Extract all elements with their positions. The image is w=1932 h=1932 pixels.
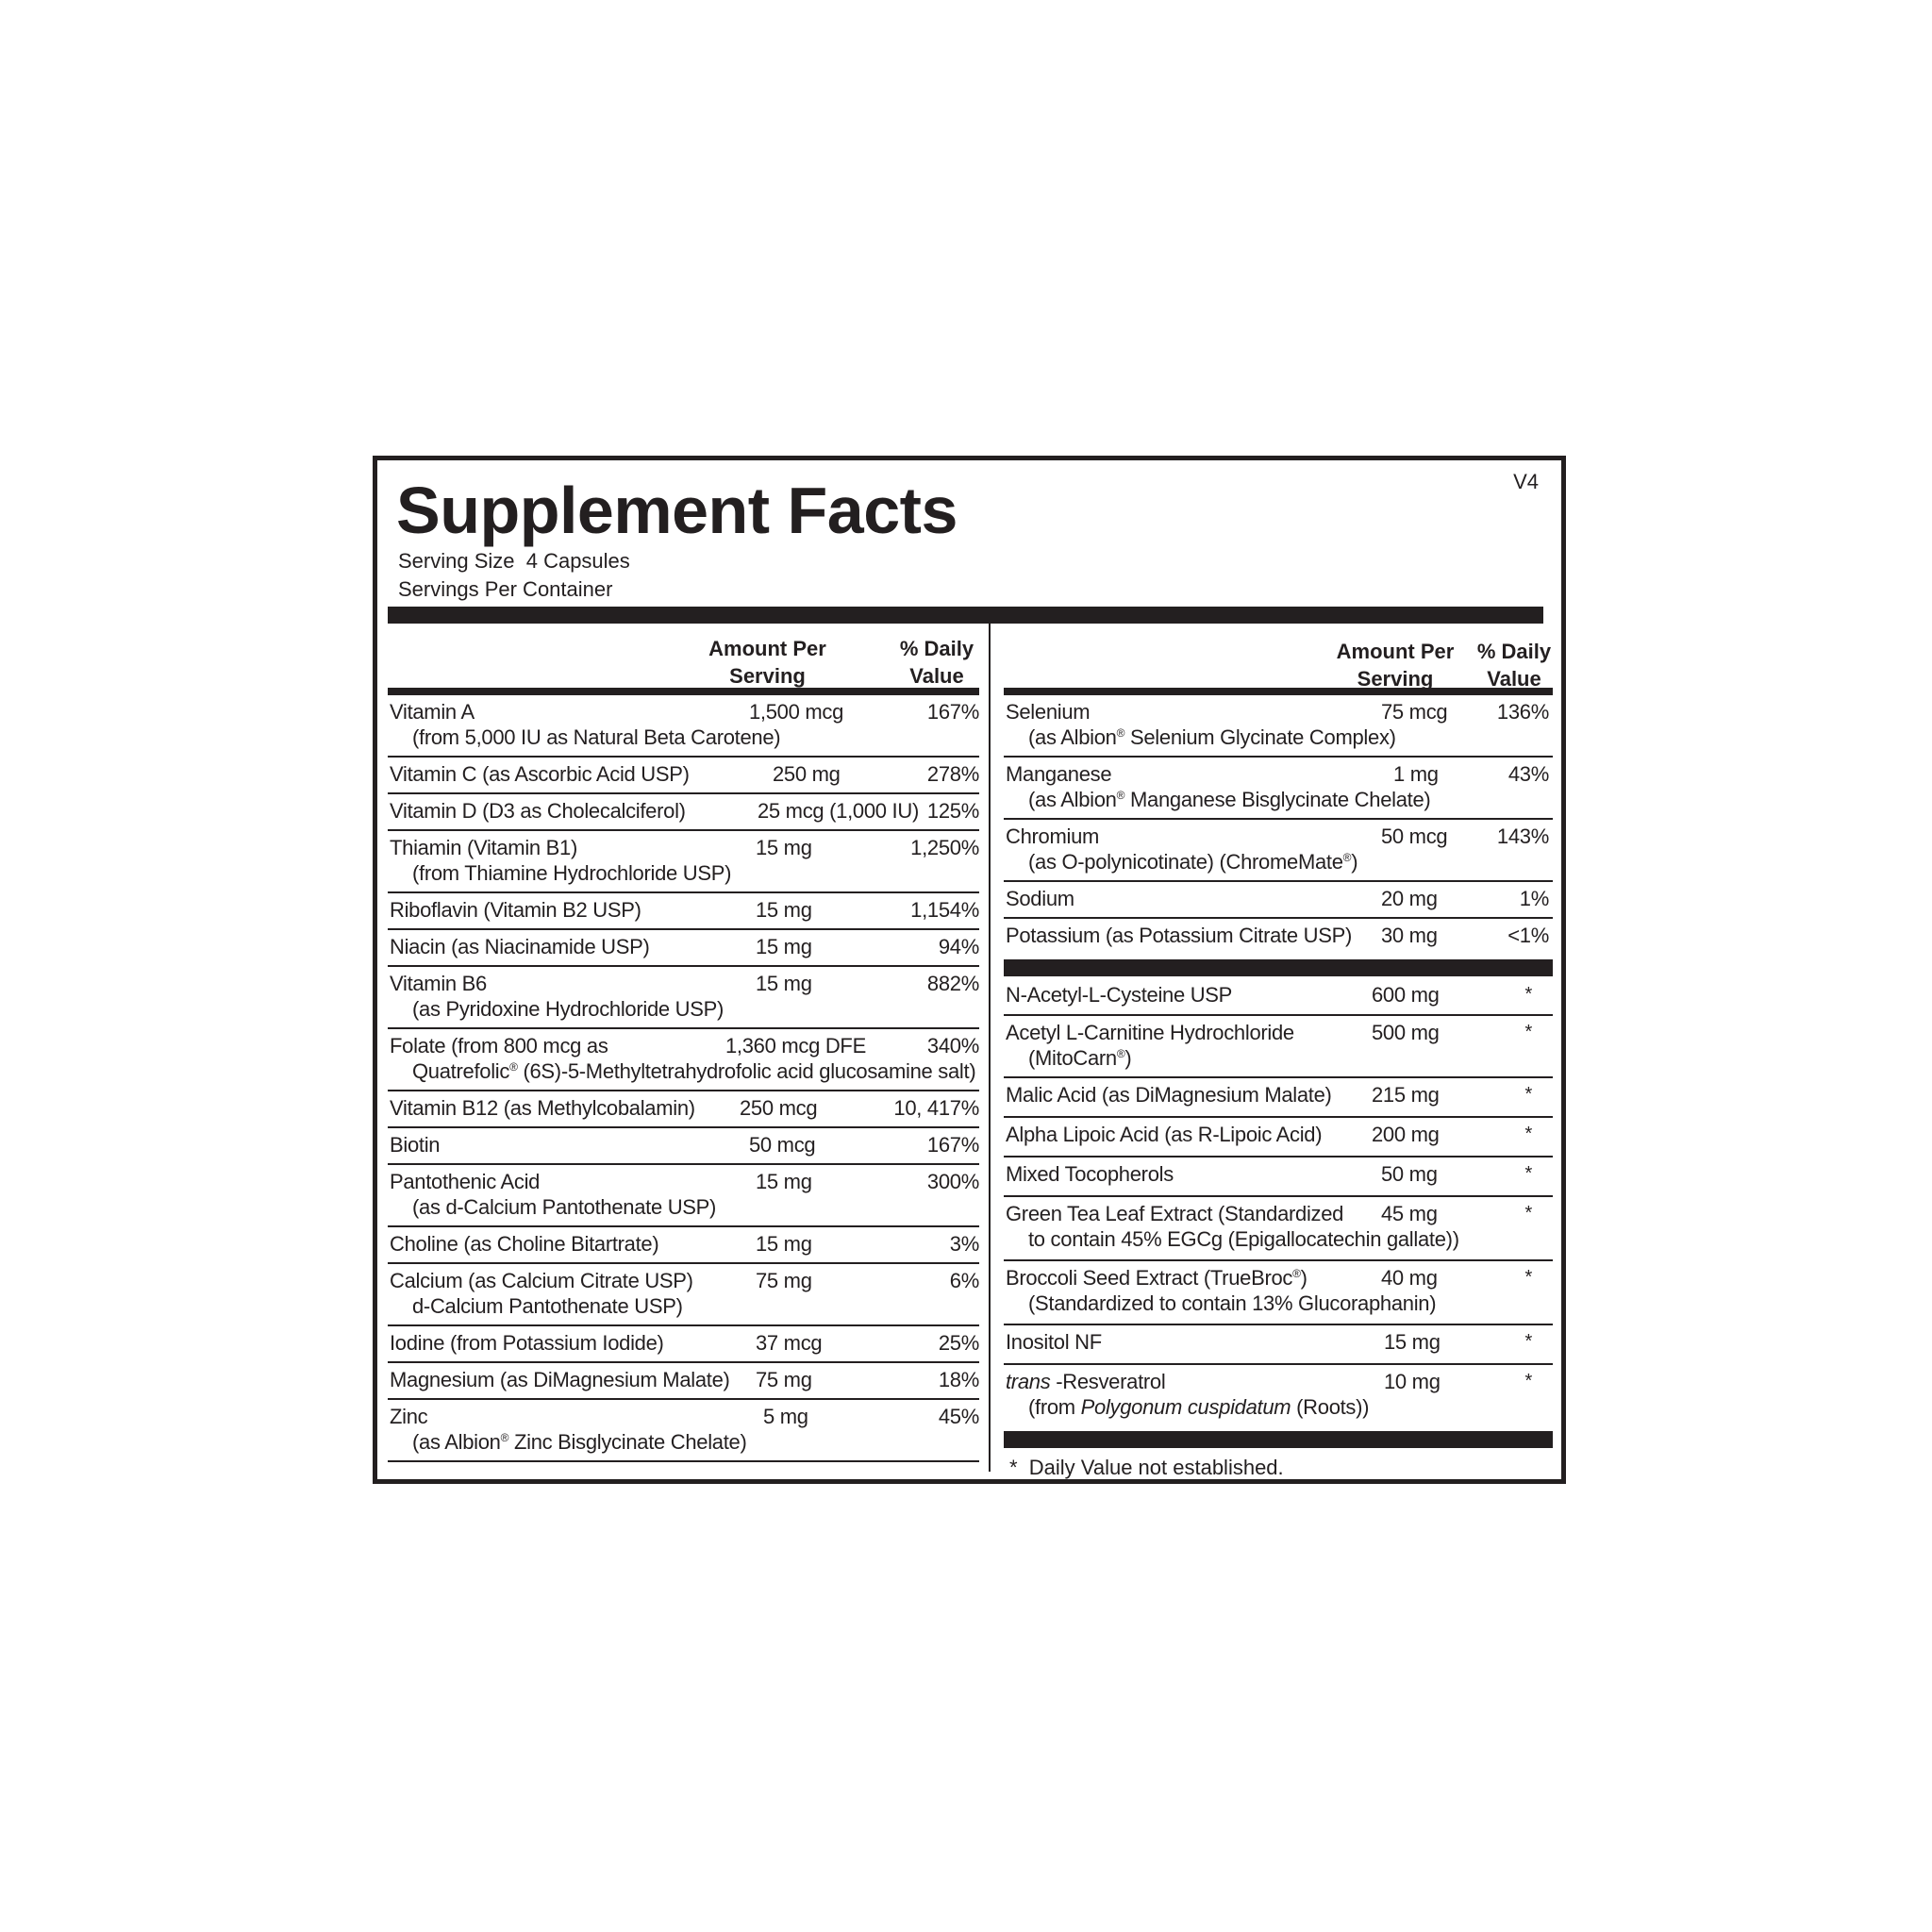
source-text: Zinc Bisglycinate Chelate): [508, 1430, 747, 1454]
nutrient-daily-value: 167%: [926, 700, 979, 724]
nutrient-name: Iodine (from Potassium Iodide): [390, 1331, 664, 1355]
nutrient-amount: 15 mg: [756, 972, 812, 995]
nutrient-daily-value: <1%: [1507, 924, 1549, 947]
nutrient-source: (Standardized to contain 13% Glucoraphanin): [1028, 1291, 1437, 1315]
table-row: [388, 831, 979, 893]
registered-mark: ®: [500, 1431, 509, 1444]
nutrient-daily-value: *: [1524, 1022, 1532, 1042]
nutrient-amount: 50 mcg: [749, 1133, 816, 1157]
nutrient-name: Mixed Tocopherols: [1006, 1162, 1174, 1186]
nutrient-source: [412, 1429, 747, 1455]
table-row: [1004, 695, 1553, 758]
nutrient-daily-value: 1%: [1519, 887, 1549, 910]
table-row: [1004, 1197, 1553, 1261]
table-row: [388, 1091, 979, 1128]
nutrient-daily-value: 167%: [926, 1133, 979, 1157]
nutrient-amount: 250 mg: [773, 762, 841, 786]
table-row: [388, 1326, 979, 1363]
nutrient-amount: 500 mg: [1372, 1021, 1440, 1044]
name-text: -Resveratrol: [1050, 1370, 1166, 1393]
nutrient-amount: 15 mg: [756, 898, 812, 922]
nutrient-daily-value: 45%: [938, 1405, 979, 1428]
nutrient-amount: 15 mg: [756, 1170, 812, 1193]
source-text: (as O-polynicotinate) (ChromeMate: [1028, 850, 1343, 874]
nutrient-daily-value: 340%: [926, 1034, 979, 1058]
nutrient-name: Sodium: [1006, 887, 1074, 910]
nutrient-amount: 5 mg: [763, 1405, 808, 1428]
nutrient-amount: 50 mcg: [1381, 824, 1448, 848]
table-row: [1004, 1261, 1553, 1325]
table-row: [388, 893, 979, 930]
nutrient-name: Green Tea Leaf Extract (Standardized: [1006, 1202, 1344, 1225]
nutrient-name: N-Acetyl-L-Cysteine USP: [1006, 983, 1233, 1007]
source-text: Selenium Glycinate Complex): [1124, 725, 1396, 749]
source-text: ): [1124, 1046, 1132, 1070]
source-text: (from: [1028, 1395, 1081, 1419]
nutrient-name: Vitamin C (as Ascorbic Acid USP): [390, 762, 690, 786]
table-row: [1004, 1158, 1553, 1197]
table-row: [388, 1128, 979, 1165]
nutrient-name: Malic Acid (as DiMagnesium Malate): [1006, 1083, 1332, 1107]
nutrient-name: Magnesium (as DiMagnesium Malate): [390, 1368, 730, 1391]
table-row: [388, 1227, 979, 1264]
nutrient-amount: 1,360 mcg DFE: [725, 1034, 866, 1058]
nutrient-source: [1028, 787, 1430, 812]
source-text: (Roots)): [1291, 1395, 1370, 1419]
source-italic: Polygonum cuspidatum: [1080, 1395, 1291, 1419]
daily-value-header: % Daily Value: [1476, 640, 1552, 691]
daily-value-header: % Daily Value: [899, 637, 974, 688]
nutrient-amount: 600 mg: [1372, 983, 1440, 1007]
table-row: [388, 1400, 979, 1462]
nutrient-daily-value: *: [1524, 1267, 1532, 1288]
source-text: (as Albion: [1028, 725, 1117, 749]
nutrient-amount: 10 mg: [1384, 1370, 1441, 1393]
table-row: [388, 695, 979, 758]
nutrient-amount: 75 mg: [756, 1368, 812, 1391]
top-thick-rule: [388, 607, 1543, 624]
nutrient-source: [1028, 724, 1396, 750]
name-text: Broccoli Seed Extract (TrueBroc: [1006, 1266, 1293, 1290]
nutrient-source: to contain 45% EGCg (Epigallocatechin gallate)): [1028, 1227, 1459, 1251]
table-row: [388, 1363, 979, 1400]
footnote: * Daily Value not established.: [1009, 1456, 1284, 1479]
nutrient-source: [1028, 849, 1357, 874]
nutrient-name: Pantothenic Acid: [390, 1170, 541, 1193]
registered-mark: ®: [1342, 851, 1352, 864]
nutrient-name: Riboflavin (Vitamin B2 USP): [390, 898, 641, 922]
amount-per-serving-header: Amount Per Serving: [708, 637, 826, 688]
table-row: [388, 758, 979, 794]
left-column: [388, 624, 979, 1462]
nutrient-name: Thiamin (Vitamin B1): [390, 836, 577, 859]
table-row: [1004, 1325, 1553, 1365]
servings-per-container: Servings Per Container: [398, 577, 613, 601]
nutrient-amount: 1 mg: [1393, 762, 1439, 786]
nutrient-amount: 30 mg: [1381, 924, 1438, 947]
nutrient-name: Acetyl L-Carnitine Hydrochloride: [1006, 1021, 1294, 1044]
serving-size: Serving Size 4 Capsules: [398, 549, 630, 573]
supplement-facts-panel: [373, 456, 1566, 1484]
registered-mark: ®: [1116, 789, 1125, 802]
table-row: [388, 930, 979, 967]
nutrient-name: Niacin (as Niacinamide USP): [390, 935, 650, 958]
nutrient-name: Manganese: [1006, 762, 1112, 786]
nutrient-name: Chromium: [1006, 824, 1100, 848]
registered-mark: ®: [1292, 1267, 1301, 1280]
nutrient-amount: 15 mg: [756, 1232, 812, 1256]
nutrient-name: Folate (from 800 mcg as: [390, 1034, 608, 1058]
nutrient-name: Alpha Lipoic Acid (as R-Lipoic Acid): [1006, 1123, 1323, 1146]
registered-mark: ®: [509, 1060, 518, 1074]
table-row: [388, 794, 979, 831]
nutrient-source: [412, 1058, 975, 1084]
nutrient-daily-value: *: [1524, 1371, 1532, 1391]
nutrient-name: Vitamin B6: [390, 972, 487, 995]
table-row: [1004, 882, 1553, 919]
source-text: ): [1351, 850, 1358, 874]
table-row: [1004, 1078, 1553, 1118]
nutrient-name: Selenium: [1006, 700, 1091, 724]
source-text: (as Albion: [1028, 788, 1117, 811]
nutrient-source: d-Calcium Pantothenate USP): [412, 1294, 683, 1318]
nutrient-name: [1006, 1265, 1307, 1291]
table-row: [388, 1165, 979, 1227]
column-divider: [989, 624, 991, 1472]
nutrient-daily-value: *: [1524, 1331, 1532, 1352]
name-italic: trans: [1006, 1370, 1051, 1393]
nutrient-daily-value: 10, 417%: [893, 1096, 979, 1120]
nutrient-amount: 15 mg: [756, 935, 812, 958]
nutrient-daily-value: *: [1524, 1124, 1532, 1144]
nutrient-name: Zinc: [390, 1405, 428, 1428]
nutrient-source: (as Pyridoxine Hydrochloride USP): [412, 997, 724, 1021]
nutrient-name: Vitamin A: [390, 700, 475, 724]
name-text: ): [1300, 1266, 1307, 1290]
registered-mark: ®: [1116, 726, 1125, 740]
table-row: [1004, 1118, 1553, 1158]
nutrient-daily-value: 43%: [1507, 762, 1549, 786]
amount-per-serving-header: Amount Per Serving: [1336, 640, 1455, 691]
nutrient-amount: 200 mg: [1372, 1123, 1440, 1146]
version-label: V4: [1513, 470, 1539, 493]
nutrient-amount: 15 mg: [1384, 1330, 1441, 1354]
nutrient-daily-value: *: [1524, 1084, 1532, 1105]
nutrient-amount: 20 mg: [1381, 887, 1438, 910]
nutrient-daily-value: 125%: [926, 799, 979, 823]
right-column: [1004, 624, 1553, 1482]
source-text: (MitoCarn: [1028, 1046, 1117, 1070]
table-row: [388, 1264, 979, 1326]
nutrient-source: (from Thiamine Hydrochloride USP): [412, 861, 732, 885]
nutrient-amount: 15 mg: [756, 836, 812, 859]
nutrient-name: Choline (as Choline Bitartrate): [390, 1232, 659, 1256]
nutrient-daily-value: 6%: [949, 1269, 979, 1292]
table-row: [1004, 919, 1553, 954]
bottom-thick-rule: [1004, 1431, 1553, 1448]
right-column-header: [1004, 624, 1553, 695]
nutrient-daily-value: 18%: [938, 1368, 979, 1391]
nutrient-amount: 45 mg: [1381, 1202, 1438, 1225]
nutrient-daily-value: 94%: [938, 935, 979, 958]
nutrient-daily-value: 3%: [949, 1232, 979, 1256]
source-text: (6S)-5-Methyltetrahydrofolic acid glucosamine salt): [517, 1059, 976, 1083]
table-row: [1004, 820, 1553, 882]
nutrient-daily-value: 136%: [1496, 700, 1549, 724]
nutrient-name: [1006, 1369, 1165, 1394]
nutrient-amount: 37 mcg: [756, 1331, 823, 1355]
nutrient-name: Vitamin B12 (as Methylcobalamin): [390, 1096, 695, 1120]
nutrient-source: [1028, 1394, 1369, 1420]
table-row: [388, 1029, 979, 1091]
nutrient-daily-value: 882%: [926, 972, 979, 995]
table-row: [388, 967, 979, 1029]
nutrient-name: Potassium (as Potassium Citrate USP): [1006, 924, 1352, 947]
nutrient-amount: 50 mg: [1381, 1162, 1438, 1186]
left-column-header: [388, 624, 979, 695]
nutrient-daily-value: *: [1524, 1163, 1532, 1184]
table-row: [1004, 978, 1553, 1016]
nutrient-amount: 75 mg: [756, 1269, 812, 1292]
table-row: [1004, 1016, 1553, 1078]
nutrient-name: Calcium (as Calcium Citrate USP): [390, 1269, 693, 1292]
table-row: [1004, 1365, 1553, 1425]
nutrient-amount: 25 mcg (1,000 IU): [758, 799, 919, 823]
table-row: [1004, 758, 1553, 820]
source-text: (as Albion: [412, 1430, 501, 1454]
nutrient-daily-value: *: [1524, 1203, 1532, 1224]
nutrient-amount: 75 mcg: [1381, 700, 1448, 724]
nutrient-amount: 215 mg: [1372, 1083, 1440, 1107]
nutrient-daily-value: 300%: [926, 1170, 979, 1193]
nutrient-amount: 1,500 mcg: [749, 700, 844, 724]
source-text: Manganese Bisglycinate Chelate): [1124, 788, 1431, 811]
nutrient-amount: 40 mg: [1381, 1266, 1438, 1290]
nutrient-daily-value: 1,250%: [910, 836, 979, 859]
nutrient-source: (from 5,000 IU as Natural Beta Carotene): [412, 725, 781, 749]
nutrient-source: (as d-Calcium Pantothenate USP): [412, 1195, 717, 1219]
source-text: Quatrefolic: [412, 1059, 510, 1083]
nutrient-daily-value: 143%: [1496, 824, 1549, 848]
serving-info: [398, 547, 630, 604]
nutrient-daily-value: 25%: [938, 1331, 979, 1355]
nutrient-name: Biotin: [390, 1133, 441, 1157]
nutrient-source: [1028, 1045, 1131, 1071]
nutrient-amount: 250 mcg: [740, 1096, 818, 1120]
registered-mark: ®: [1116, 1047, 1125, 1060]
page-title: Supplement Facts: [396, 474, 958, 547]
nutrient-name: Inositol NF: [1006, 1330, 1102, 1354]
nutrient-name: Vitamin D (D3 as Cholecalciferol): [390, 799, 686, 823]
nutrient-daily-value: *: [1524, 984, 1532, 1005]
nutrient-daily-value: 1,154%: [910, 898, 979, 922]
section-thick-rule: [1004, 959, 1553, 976]
nutrient-daily-value: 278%: [926, 762, 979, 786]
